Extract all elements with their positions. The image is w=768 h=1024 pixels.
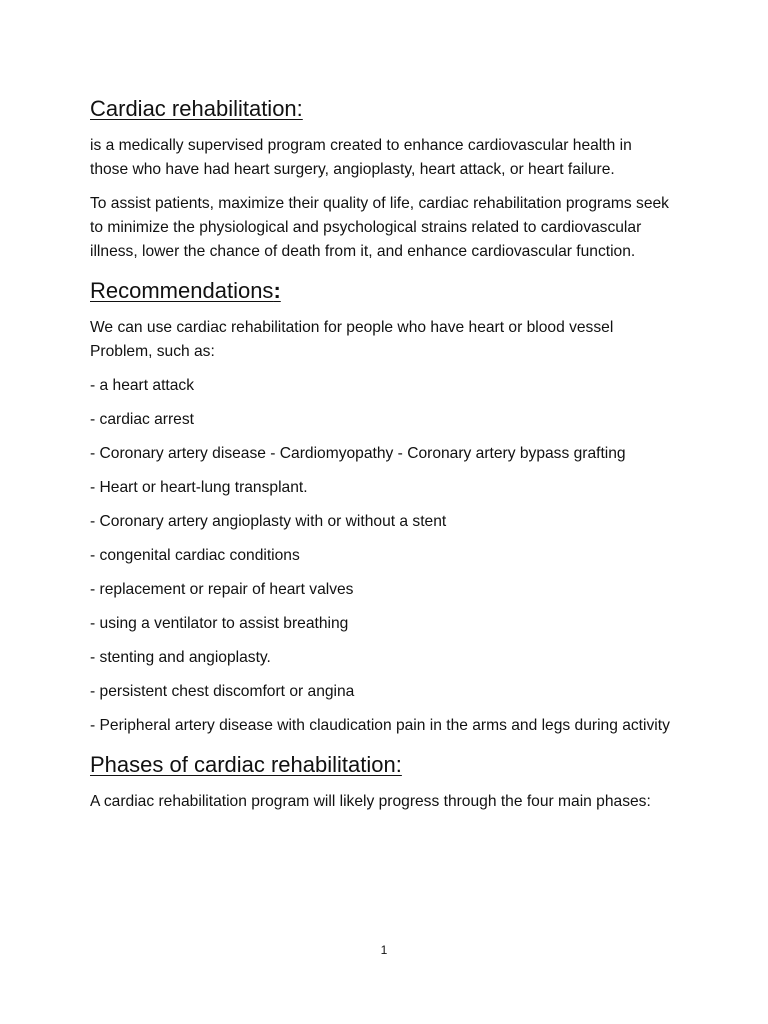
list-item: - a heart attack	[90, 377, 195, 394]
page-number: 1	[380, 943, 388, 957]
recommendations-list	[90, 374, 670, 738]
list-item: - Coronary artery disease - Cardiomyopathy - Coronary artery bypass grafting	[90, 445, 626, 462]
heading-recommendations	[90, 277, 670, 305]
heading-cardiac-rehabilitation: Cardiac rehabilitation:	[90, 96, 303, 121]
paragraph-phases-intro: A cardiac rehabilitation program will likely progress through the four main phases:	[90, 793, 651, 810]
list-item: - replacement or repair of heart valves	[90, 581, 354, 598]
heading-phases: Phases of cardiac rehabilitation:	[90, 752, 402, 777]
heading-recommendations-text: Recommendations	[90, 278, 274, 303]
list-item: - using a ventilator to assist breathing	[90, 615, 349, 632]
list-item: - congenital cardiac conditions	[90, 547, 300, 564]
list-item: - persistent chest discomfort or angina	[90, 683, 355, 700]
list-item: - Peripheral artery disease with claudication pain in the arms and legs during activity	[90, 717, 670, 734]
list-item: - cardiac arrest	[90, 411, 194, 428]
heading-recommendations-colon: :	[273, 278, 281, 303]
list-item: - Heart or heart-lung transplant.	[90, 479, 308, 496]
paragraph-definition: is a medically supervised program created to enhance cardiovascular health in those who have had heart surgery, angioplasty, heart attack, or heart failure.	[90, 137, 632, 178]
list-item: - Coronary artery angioplasty with or without a stent	[90, 513, 447, 530]
paragraph-goals: To assist patients, maximize their quality of life, cardiac rehabilitation programs seek to minimize the physiological and psychological strains related to cardiovascular illness, lower the chance of death from it, and enhance cardiovascular function.	[90, 195, 669, 260]
list-item: - stenting and angioplasty.	[90, 649, 271, 666]
document-page	[90, 95, 670, 824]
paragraph-recommendations-intro: We can use cardiac rehabilitation for people who have heart or blood vessel Problem, such as:	[90, 319, 614, 360]
